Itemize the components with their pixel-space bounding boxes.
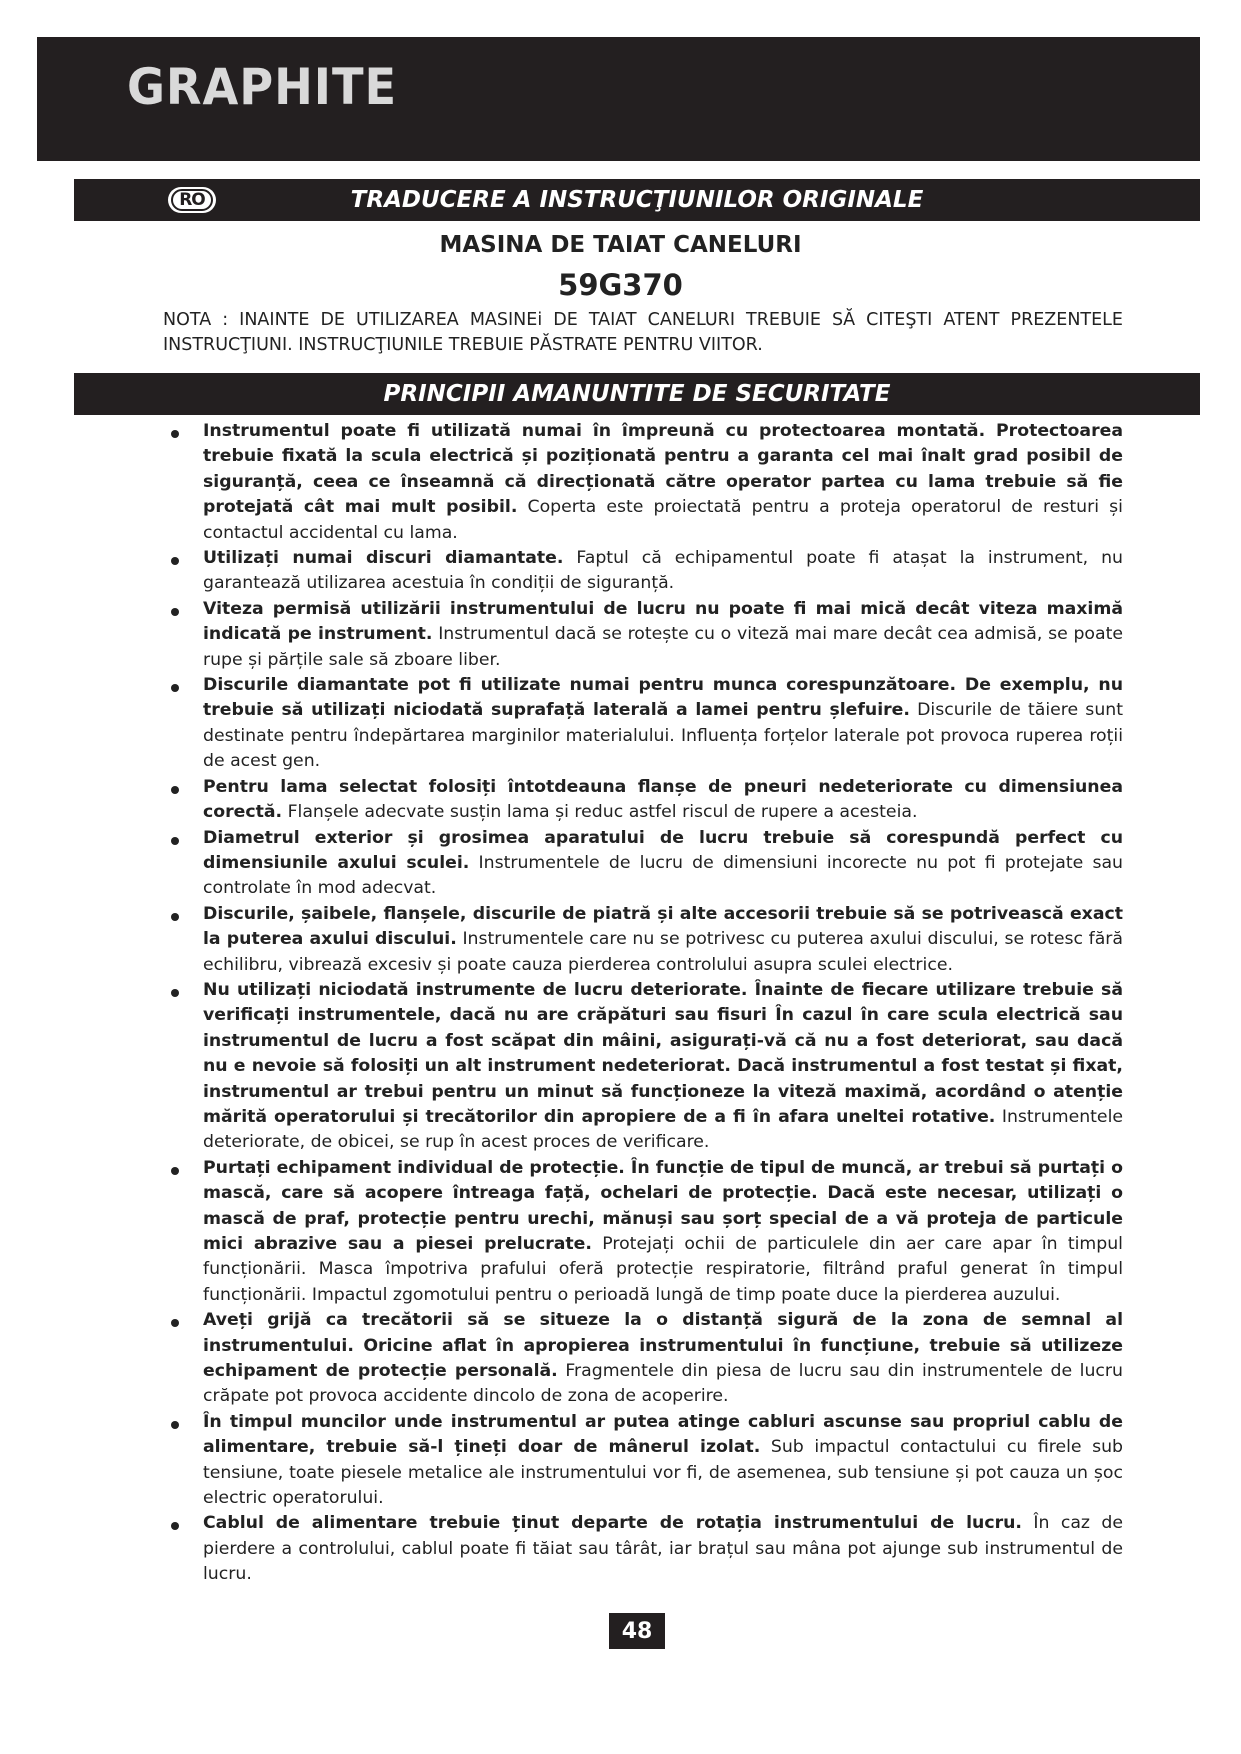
rule-bold-text: Aveți grijă ca trecătorii să se situeze la o distanță sigură de la zona de semnal al instrumentului. Oricine aflat în apropierea instrumentului în funcțiune, trebuie să utilizeze echipament de protecție personală.: [203, 1310, 1123, 1382]
page-number: 48: [609, 1613, 665, 1649]
rule-text: Sub impactul contactului cu firele sub tensiune, toate piesele metalice ale instrumentului vor fi, de asemenea, sub tensiune și pot cauza un șoc electric operatorului.: [203, 1437, 1123, 1509]
safety-rule: [163, 597, 1123, 673]
safety-rule: [163, 673, 1123, 775]
rule-text: În caz de pierdere a controlului, cablul poate fi tăiat sau târât, iar brațul sau mâna pot ajunge sub instrumentul de lucru.: [203, 1513, 1123, 1585]
rule-bold-text: Purtați echipament individual de protecție. În funcție de tipul de muncă, ar trebui să purtați o mască, care să acopere întreaga față, ochelari de protecție. Dacă este necesar, utilizați o mască de praf, protecție pentru urechi, mănuși sau șorț special de a vă proteja de particule mici abrazive sau a piesei prelucrate.: [203, 1157, 1123, 1254]
product-name: MASINA DE TAIAT CANELURI: [439, 232, 802, 258]
safety-rule: [163, 546, 1123, 597]
language-badge-label: RO: [171, 189, 213, 211]
graphite-logo-mark: [127, 56, 402, 112]
note-paragraph: NOTA : INAINTE DE UTILIZAREA MASINEi DE TAIAT CANELURI TREBUIE SĂ CITEŞTI ATENT PREZENTELE INSTRUCŢIUNI. INSTRUCŢIUNILE TREBUIE PĂSTRATE PENTRU VIITOR.: [163, 310, 1123, 355]
rule-bold-text: Cablul de alimentare trebuie ținut departe de rotația instrumentului de lucru.: [203, 1513, 1022, 1534]
rule-bold-text: Discurile diamantate pot fi utilizate numai pentru munca corespunzătoare. De exemplu, nu trebuie să utilizați niciodată suprafață laterală a lamei pentru șlefuire.: [203, 675, 1123, 721]
rule-text: Instrumentele de lucru de dimensiuni incorecte nu pot fi protejate sau controlate în mod adecvat.: [203, 852, 1123, 899]
safety-rule: [163, 1511, 1123, 1587]
safety-rule: [163, 1156, 1123, 1308]
rule-bold-text: Discurile, șaibele, flanșele, discurile de piatră și alte accesorii trebuie să se potrivească exact la puterea axului discului.: [203, 903, 1123, 950]
safety-rule: [163, 419, 1123, 546]
safety-rules-list: [163, 419, 1123, 1588]
translation-header-title: TRADUCERE A INSTRUCŢIUNILOR ORIGINALE: [350, 187, 924, 213]
safety-rule: [163, 978, 1123, 1156]
rule-bold-text: Viteza permisă utilizării instrumentului de lucru nu poate fi mai mică decât viteza maximă indicată pe instrument.: [203, 598, 1123, 645]
rule-text: Coperta este proiectată pentru a proteja operatorul de resturi și contactul accidental cu lama.: [203, 497, 1123, 543]
rule-bold-text: Utilizați numai discuri diamantate.: [203, 548, 564, 569]
section-title: PRINCIPII AMANUNTITE DE SECURITATE: [383, 381, 891, 407]
section-header-bar: [74, 373, 1200, 415]
rule-bold-text: Diametrul exterior și grosimea aparatului de lucru trebuie să corespundă perfect cu dimensiunile axului sculei.: [203, 827, 1123, 873]
rule-text: Instrumentele deteriorate, de obicei, se rup în acest proces de verificare.: [203, 1106, 1124, 1153]
safety-rule: [163, 826, 1123, 902]
graphite-logo-text: GRAPHITE: [127, 58, 397, 112]
rule-text: Fragmentele din piesa de lucru sau din instrumentele de lucru crăpate pot provoca accidente dincolo de zona de acoperire.: [203, 1361, 1123, 1407]
graphite-logo: [127, 56, 402, 112]
language-badge: [168, 187, 216, 213]
rule-text: Faptul că echipamentul poate fi atașat la instrument, nu garantează utilizarea acestuia în condiții de siguranță.: [203, 548, 1123, 594]
rule-bold-text: În timpul muncilor unde instrumentul ar putea atinge cabluri ascunse sau propriul cablu de alimentare, trebuie să-l țineți doar de mânerul izolat.: [203, 1411, 1123, 1458]
rule-text: Instrumentele care nu se potrivesc cu puterea axului discului, se rotesc fără echilibru, vibrează excesiv și poate cauza pierderea controlului asupra sculei electrice.: [203, 929, 1123, 975]
model-number: 59G370: [558, 268, 683, 302]
rule-bold-text: Pentru lama selectat folosiți întotdeauna flanșe de pneuri nedeteriorate cu dimensiunea corectă.: [203, 776, 1123, 823]
safety-rule: [163, 775, 1123, 826]
rule-bold-text: Nu utilizați niciodată instrumente de lucru deteriorate. Înainte de fiecare utilizare trebuie să verificați instrumentele, dacă nu are crăpături sau fisuri În cazul în care scula electrică sau instrumentul de lucru a fost scăpat din mâini, asigurați-vă că nu a fost deteriorat, sau dacă nu e nevoie să folosiți un alt instrument nedeteriorat. Dacă instrumentul a fost testat și fixat, instrumentul ar trebui pentru un minut să funcționeze la viteză maximă, acordând o atenție mărită operatorului și trecătorilor din apropiere de a fi în afara uneltei rotative.: [203, 979, 1123, 1127]
rule-text: Flanșele adecvate susțin lama și reduc astfel riscul de rupere a acesteia.: [282, 802, 918, 823]
safety-rule: [163, 1308, 1123, 1410]
translation-header-bar: [74, 179, 1200, 221]
rule-text: Discurile de tăiere sunt destinate pentru îndepărtarea marginilor materialului. Influența forțelor laterale pot provoca ruperea roții de acest gen.: [203, 700, 1123, 772]
safety-rule: [163, 902, 1123, 978]
safety-rule: [163, 1410, 1123, 1512]
rule-text: Instrumentul dacă se rotește cu o viteză mai mare decât cea admisă, se poate rupe și părțile sale să zboare liber.: [203, 624, 1123, 670]
rule-text: Protejați ochii de particulele din aer care apar în timpul funcționării. Masca împotriva prafului oferă protecție respiratorie, filtrând praful generat în timpul funcționării. Impactul zgomotului pentru o perioadă lungă de timp poate duce la pierderea auzului.: [203, 1234, 1123, 1305]
rule-bold-text: Instrumentul poate fi utilizată numai în împreună cu protectoarea montată. Protectoarea trebuie fixată la scula electrică și poziționată pentru a garanta cel mai înalt grad posibil de siguranță, ceea ce înseamnă că direcționată către operator partea cu lama trebuie să fie protejată cât mai mult posibil.: [203, 421, 1123, 518]
